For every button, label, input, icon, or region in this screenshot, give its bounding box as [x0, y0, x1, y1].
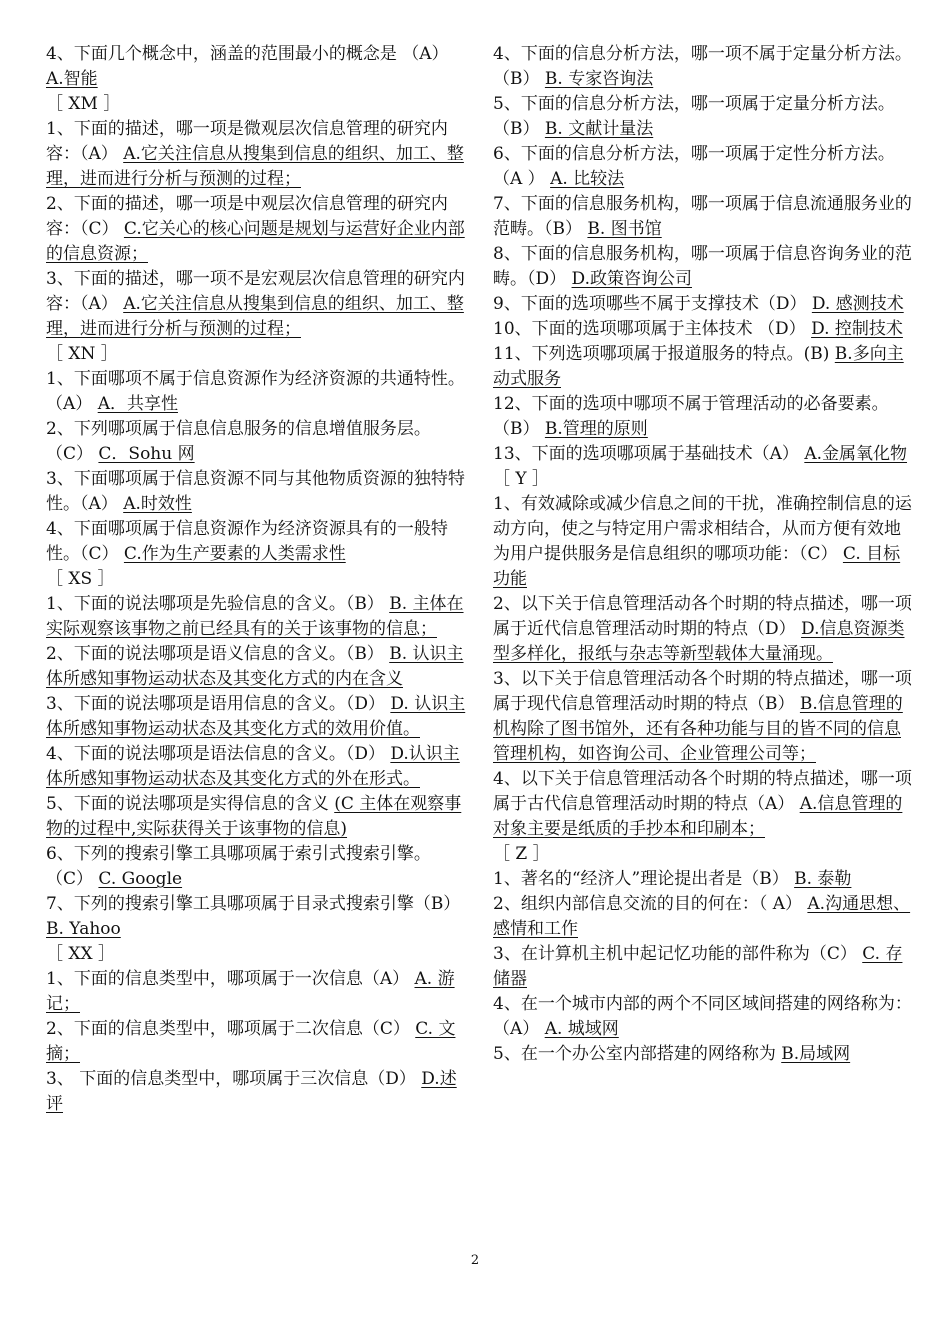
- question-item: [493, 892, 913, 942]
- question-text: 2、下面的信息类型中，哪项属于二次信息（C）: [46, 1019, 410, 1039]
- question-item: [46, 117, 466, 192]
- question-text: 1、著名的“经济人”理论提出者是（B）: [493, 869, 789, 889]
- question-text: 5、下面的说法哪项是实得信息的含义: [46, 794, 329, 814]
- section-header: ［ Y ］: [493, 469, 550, 489]
- question-item: [493, 592, 913, 667]
- question-text: 11、下列选项哪项属于报道服务的特点。(B): [493, 344, 830, 364]
- answer-text: A．共享性: [97, 394, 178, 414]
- answer-text: D.述评: [46, 1069, 457, 1114]
- question-text: 2、下面的描述，哪一项是中观层次信息管理的研究内容：（C）: [46, 194, 448, 239]
- answer-text: (C 主体在观察事物的过程中,实际获得关于该事物的信息): [46, 794, 462, 839]
- answer-text: A.智能: [46, 69, 98, 89]
- answer-text: B. 主体在实际观察该事物之前已经具有的关于该事物的信息；: [46, 594, 464, 639]
- question-item: [493, 42, 913, 92]
- question-text: 7、下列的搜索引擎工具哪项属于目录式搜索引擎（B）: [46, 894, 461, 914]
- answer-text: C.作为生产要素的人类需求性: [123, 544, 346, 564]
- section-header: ［ Z ］: [493, 844, 550, 864]
- question-item: [46, 692, 466, 742]
- question-item: [46, 967, 466, 1017]
- answer-text: A. 城域网: [544, 1019, 619, 1039]
- answer-text: B. 认识主体所感知事物运动状态及其变化方式的内在含义: [46, 644, 464, 689]
- question-item: [46, 892, 466, 942]
- question-item: [493, 192, 913, 242]
- question-item: [493, 767, 913, 842]
- question-item: [493, 442, 913, 467]
- question-text: 2、以下关于信息管理活动各个时期的特点描述，哪一项属于近代信息管理活动时期的特点（D）: [493, 594, 912, 639]
- left-column: [46, 42, 466, 1117]
- question-item: [46, 517, 466, 567]
- answer-text: C. 目标功能: [493, 544, 901, 589]
- answer-text: B.多向主动式服务: [493, 344, 904, 389]
- answer-text: D. 认识主体所感知事物运动状态及其变化方式的效用价值。: [46, 694, 466, 739]
- question-text: 6、下面的信息分析方法，哪一项属于定性分析方法。（A ）: [493, 144, 895, 189]
- answer-text: D. 控制技术: [811, 319, 903, 339]
- question-item: [493, 292, 913, 317]
- question-text: 5、在一个办公室内部搭建的网络称为: [493, 1044, 776, 1064]
- question-text: 5、下面的信息分析方法，哪一项属于定量分析方法。（B）: [493, 94, 895, 139]
- answer-text: A. 游记；: [46, 969, 455, 1014]
- section-header: ［ XS ］: [46, 569, 115, 589]
- question-item: [493, 667, 913, 767]
- question-item: [46, 842, 466, 892]
- question-text: 3、下面的描述，哪一项不是宏观层次信息管理的研究内容：（A）: [46, 269, 465, 314]
- question-text: 4、下面几个概念中，涵盖的范围最小的概念是 （A）: [46, 44, 449, 64]
- question-text: 4、在一个城市内部的两个不同区域间搭建的网络称为：（A）: [493, 994, 912, 1039]
- question-text: 3、下面哪项属于信息资源不同与其他物质资源的独特特性。（A）: [46, 469, 465, 514]
- question-item: [46, 1067, 466, 1117]
- section-header: ［ XN ］: [46, 344, 118, 364]
- question-text: 1、下面的说法哪项是先验信息的含义。（B）: [46, 594, 384, 614]
- answer-text: B. 专家咨询法: [544, 69, 654, 89]
- question-text: 2、下面的说法哪项是语义信息的含义。（B）: [46, 644, 384, 664]
- question-item: [46, 1017, 466, 1067]
- answer-text: C. 存储器: [493, 944, 903, 989]
- question-text: 4、下面的信息分析方法，哪一项不属于定量分析方法。（B）: [493, 44, 912, 89]
- question-text: 4、下面的说法哪项是语法信息的含义。（D）: [46, 744, 385, 764]
- question-text: 13、下面的选项哪项属于基础技术（A）: [493, 444, 799, 464]
- answer-text: D. 感测技术: [811, 294, 904, 314]
- question-text: 1、有效减除或减少信息之间的干扰，准确控制信息的运动方向，使之与特定用户需求相结合，从而方便有效地为用户提供服务是信息组织的哪项功能：（C）: [493, 494, 912, 564]
- question-item: [493, 342, 913, 392]
- question-text: 3、在计算机主机中起记忆功能的部件称为（C）: [493, 944, 857, 964]
- answer-text: C．Sohu 网: [98, 444, 195, 464]
- question-text: 3、以下关于信息管理活动各个时期的特点描述，哪一项属于现代信息管理活动时期的特点（B）: [493, 669, 912, 714]
- question-text: 6、下列的搜索引擎工具哪项属于索引式搜索引擎。（C）: [46, 844, 431, 889]
- question-item: [46, 192, 466, 267]
- question-item: [46, 592, 466, 642]
- answer-text: D.信息资源类型多样化，报纸与杂志等新型载体大量涌现。: [493, 619, 905, 664]
- right-column: [493, 42, 913, 1067]
- question-text: 9、下面的选项哪些不属于支撑技术（D）: [493, 294, 807, 314]
- answer-text: B. Yahoo: [46, 919, 121, 939]
- question-item: [493, 92, 913, 142]
- question-item: [46, 42, 466, 92]
- question-text: 3、 下面的信息类型中，哪项属于三次信息（D）: [46, 1069, 416, 1089]
- question-item: [493, 1042, 913, 1067]
- answer-text: A.金属氧化物: [804, 444, 908, 464]
- question-item: [46, 792, 466, 842]
- answer-text: A. 比较法: [550, 169, 625, 189]
- question-item: [46, 367, 466, 417]
- question-text: 2、下列哪项属于信息信息服务的信息增值服务层。（C）: [46, 419, 431, 464]
- question-text: 2、组织内部信息交流的目的何在：（ A）: [493, 894, 802, 914]
- answer-text: A.信息管理的对象主要是纸质的手抄本和印刷本；: [493, 794, 903, 839]
- question-item: [46, 642, 466, 692]
- answer-text: B. 图书馆: [587, 219, 662, 239]
- question-text: 1、下面的描述，哪一项是微观层次信息管理的研究内容：（A）: [46, 119, 448, 164]
- question-text: 1、下面哪项不属于信息资源作为经济资源的共通特性。（A）: [46, 369, 465, 414]
- answer-text: A.它关注信息从搜集到信息的组织、加工、整理，进而进行分析与预测的过程；: [46, 144, 464, 189]
- answer-text: B. 泰勒: [794, 869, 852, 889]
- answer-text: C. Google: [98, 869, 183, 889]
- answer-text: A.时效性: [123, 494, 192, 514]
- question-item: [46, 742, 466, 792]
- answer-text: B.管理的原则: [544, 419, 648, 439]
- question-text: 3、下面的说法哪项是语用信息的含义。（D）: [46, 694, 385, 714]
- question-item: [493, 867, 913, 892]
- page-number: 2: [470, 1253, 480, 1268]
- question-text: 10、下面的选项哪项属于主体技术 （D）: [493, 319, 806, 339]
- question-item: [493, 242, 913, 292]
- question-item: [46, 267, 466, 342]
- question-text: 8、下面的信息服务机构，哪一项属于信息咨询务业的范畴。（D）: [493, 244, 912, 289]
- question-item: [493, 317, 913, 342]
- answer-text: A.沟通思想、感情和工作: [493, 894, 911, 939]
- answer-text: A.它关注信息从搜集到信息的组织、加工、整理，进而进行分析与预测的过程；: [46, 294, 464, 339]
- question-item: [493, 492, 913, 592]
- answer-text: B.信息管理的机构除了图书馆外，还有各种功能与目的皆不同的信息管理机构，如咨询公司、企业管理公司等；: [493, 694, 903, 764]
- question-text: 12、下面的选项中哪项不属于管理活动的必备要素。（B）: [493, 394, 889, 439]
- section-header: ［ XX ］: [46, 944, 116, 964]
- answer-text: B. 文献计量法: [544, 119, 654, 139]
- answer-text: D.认识主体所感知事物运动状态及其变化方式的外在形式。: [46, 744, 460, 789]
- question-text: 7、下面的信息服务机构，哪一项属于信息流通服务业的范畴。（B）: [493, 194, 912, 239]
- answer-text: D.政策咨询公司: [571, 269, 692, 289]
- answer-text: C.它关心的核心问题是规划与运营好企业内部的信息资源；: [46, 219, 465, 264]
- answer-text: B.局域网: [781, 1044, 851, 1064]
- question-text: 4、以下关于信息管理活动各个时期的特点描述，哪一项属于古代信息管理活动时期的特点（A）: [493, 769, 912, 814]
- question-item: [493, 992, 913, 1042]
- section-header: ［ XM ］: [46, 94, 121, 114]
- question-item: [46, 467, 466, 517]
- question-text: 4、下面哪项属于信息资源作为经济资源具有的一般特性。（C）: [46, 519, 448, 564]
- question-item: [46, 417, 466, 467]
- question-text: 1、下面的信息类型中，哪项属于一次信息（A）: [46, 969, 410, 989]
- answer-text: C. 文摘；: [46, 1019, 456, 1064]
- question-item: [493, 392, 913, 442]
- question-item: [493, 142, 913, 192]
- question-item: [493, 942, 913, 992]
